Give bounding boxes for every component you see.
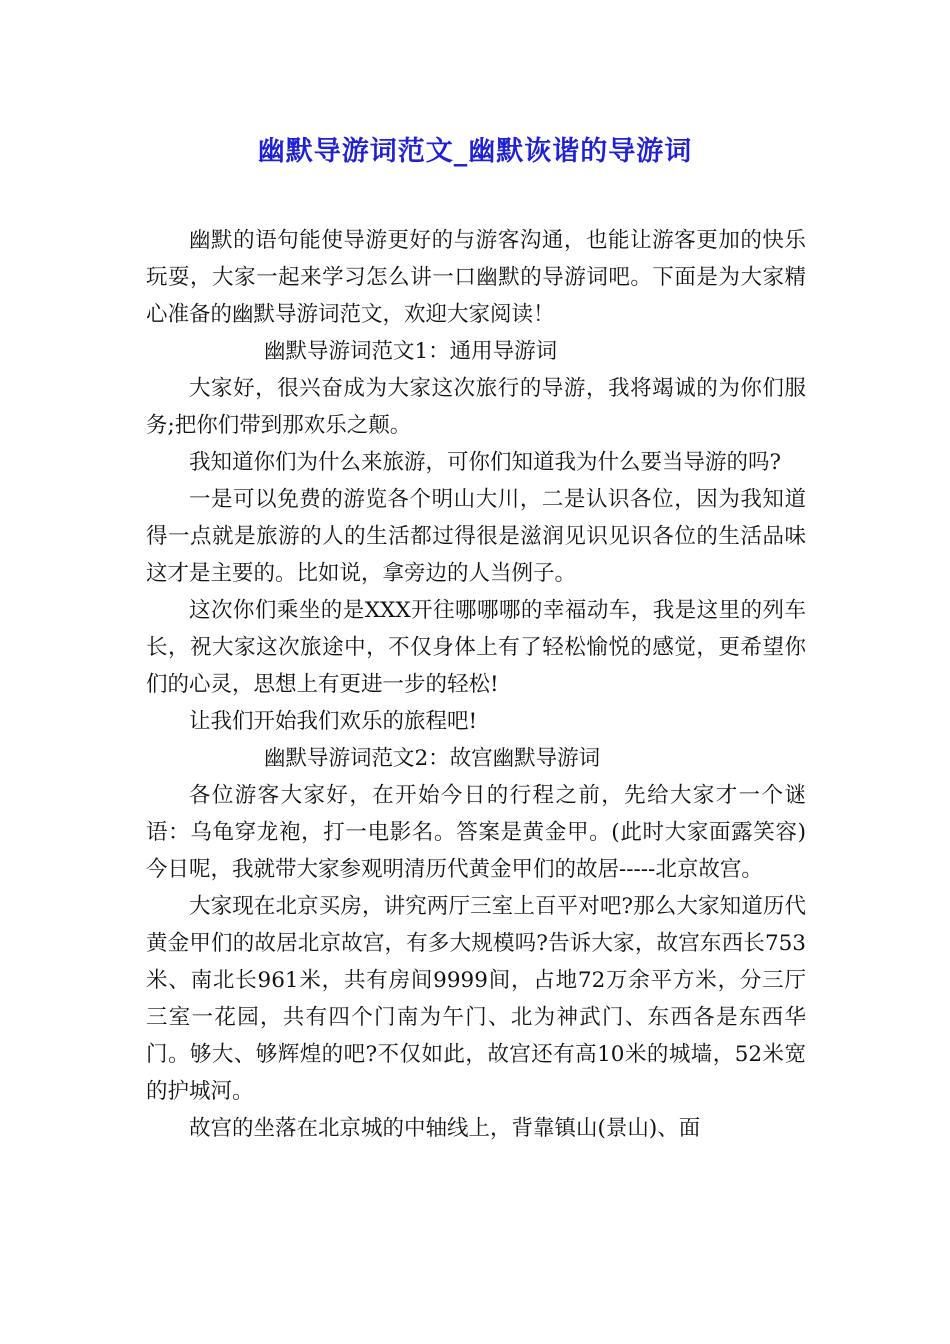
section-heading: 幽默导游词范文2：故宫幽默导游词 [264,746,601,771]
paragraph: 一是可以免费的游览各个明山大川，二是认识各位，因为我知道得一点就是旅游的人的生活都过得很是滋润见识见识各位的生活品味这才是主要的。比如说，拿旁边的人当例子。 [146,487,806,586]
paragraph: 大家现在北京买房，讲究两厅三室上百平对吧?那么大家知道历代黄金甲们的故居北京故宫，有多大规模吗?告诉大家，故宫东西长753米、南北长961米，共有房间9999间，占地72万余平方米，分三厅三室一花园，共有四个门南为午门、北为神武门、东西各是东西华门。够大、够辉煌的吧?不仅如此，故宫还有高10米的城墙，52米宽的护城河。 [146,894,806,1104]
paragraph: 幽默的语句能使导游更好的与游客沟通，也能让游客更加的快乐玩耍，大家一起来学习怎么讲一口幽默的导游词吧。下面是为大家精心准备的幽默导游词范文，欢迎大家阅读！ [146,228,806,327]
paragraph: 大家好，很兴奋成为大家这次旅行的导游，我将竭诚的为你们服务;把你们带到那欢乐之颠。 [146,376,806,438]
section-heading: 幽默导游词范文1：通用导游词 [264,339,558,364]
document-title: 幽默导游词范文_幽默诙谐的导游词 [257,136,693,167]
paragraph: 各位游客大家好，在开始今日的行程之前，先给大家才一个谜语：乌龟穿龙袍，打一电影名。答案是黄金甲。(此时大家面露笑容)今日呢，我就带大家参观明清历代黄金甲们的故居-----北京故宫。 [146,783,806,882]
paragraph: 让我们开始我们欢乐的旅程吧! [189,709,478,734]
document-body [146,222,806,1147]
paragraph: 我知道你们为什么来旅游，可你们知道我为什么要当导游的吗? [189,450,782,475]
paragraph: 故宫的坐落在北京城的中轴线上，背靠镇山(景山)、面 [189,1116,701,1141]
paragraph: 这次你们乘坐的是XXX开往哪哪哪的幸福动车，我是这里的列车长，祝大家这次旅途中，不仅身体上有了轻松愉悦的感觉，更希望你们的心灵，思想上有更进一步的轻松! [146,598,806,697]
